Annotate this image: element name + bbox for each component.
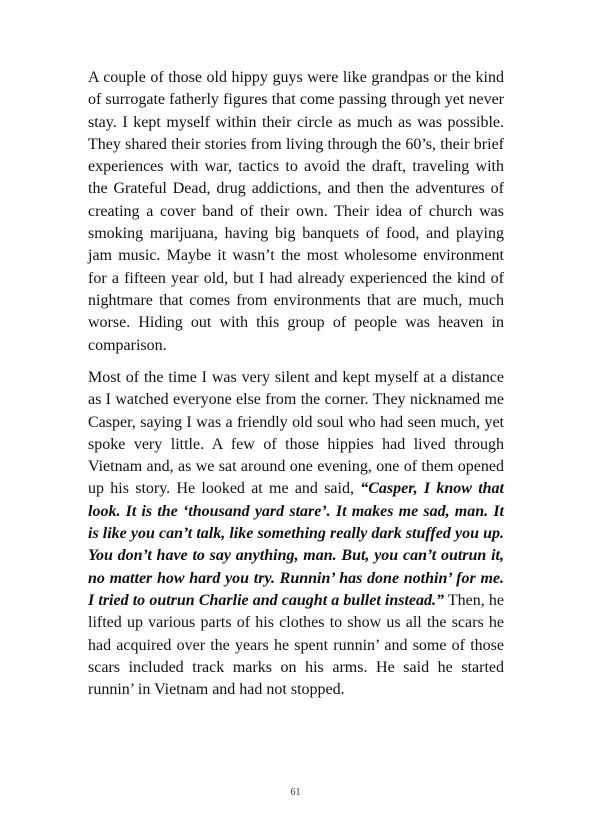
page-number: 61 — [290, 787, 301, 798]
paragraph-2 — [88, 367, 504, 701]
paragraph-1-text: A couple of those old hippy guys were like grandpas or the kind of surrogate fatherly figures that come passing through yet never stay. I kept myself within their circle as much as was possible. They shared their stories from living through the 60’s, their brief experiences with war, tactics to avoid the draft, traveling with the Grateful Dead, drug addictions, and then the adventures of creating a cover band of their own. Their idea of church was smoking marijuana, having big banquets of food, and playing jam music. Maybe it wasn’t the most wholesome environment for a fifteen year old, but I had already experienced the kind of nightmare that comes from environments that are much, much worse. Hiding out with this group of people was heaven in comparison. — [88, 69, 504, 354]
paragraph-2-quote: “Casper, I know that look. It is the ‘thousand yard stare’. It makes me sad, man. It is like you can’t talk, like something really dark stuffed you up. You don’t have to say anything, man. But, you can’t outrun it, no matter how hard you try. Runnin’ has done nothin’ for me. I tried to outrun Charlie and caught a bullet instead.” — [88, 480, 504, 609]
paragraph-2-outro: Then, he lifted up various parts of his clothes to show us all the scars he had acquired over the years he spent runnin’ and some of those scars included track marks on his arms. He said he started runnin’ in Vietnam and had not stopped. — [88, 591, 505, 699]
paragraph-1 — [88, 67, 504, 357]
paragraph-2-intro: Most of the time I was very silent and kept myself at a distance as I watched everyone else from the corner. They nicknamed me Casper, saying I was a friendly old soul who had seen much, yet spoke very little. A few of those hippies had lived through Vietnam and, as we sat around one evening, one of them opened up his story. He looked at me and said, — [88, 369, 504, 498]
